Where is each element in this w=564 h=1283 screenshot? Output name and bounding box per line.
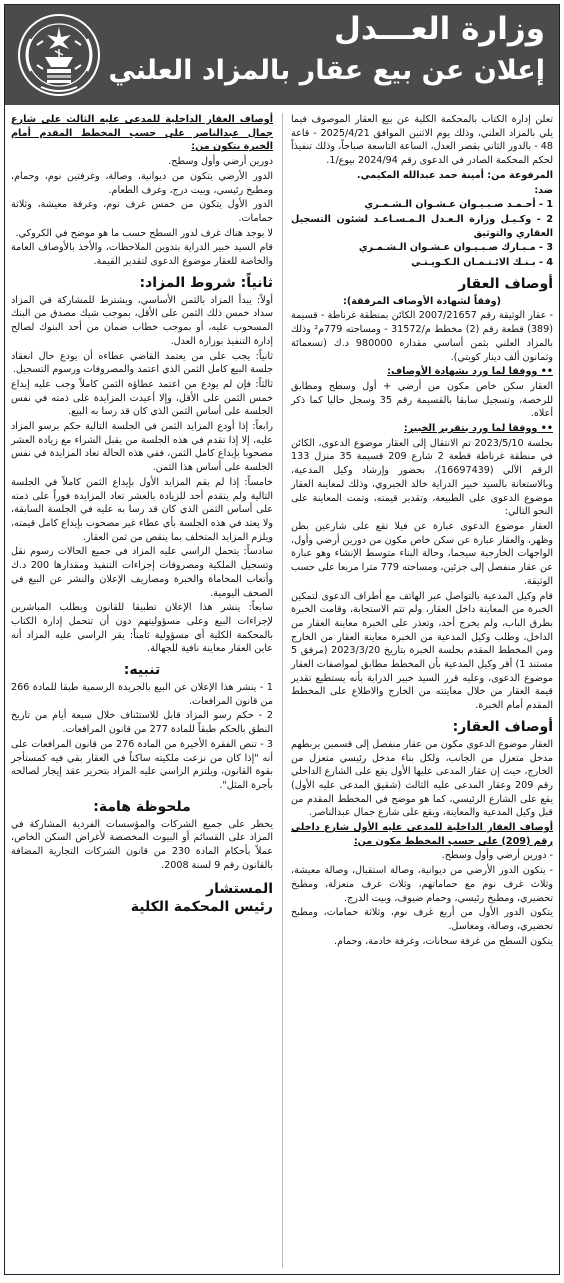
interior-item: - يتكون الدور الأرضي من ديوانية، وصالة استقبال، وصالة معيشة، وثلاث غرف نوم مع حماماتهم، وثلاث غرف منعزلة، ومطبخ تحضيري، ومطبخ رئيسي، وحمام ضيوف، وبيت الدرج. — [291, 865, 553, 904]
against-label: ضد: — [534, 184, 553, 196]
auction-term: خامساً: إذا لم يقم المزايد الأول بإيداع الثمن كاملاً في الجلسة التالية ولم يتقدم أحد للزيادة بالعشر تعاد المزايدة فوراً على ذمته على أساس الثمن الذي كان قد رسا به عليه في الجلسة السابقة، ولا يعتد في هذه الجلسة بأي عطاء غير مصحوب بإيداع كامل قيمته، ويلزم المزايد المتخلف بما ينقص من ثمن العقار. — [11, 476, 273, 543]
important-note-text: يحظر على جميع الشركات والمؤسسات الفردية المشاركة في المزاد على القسائم أو البيوت المخصصة لأغراض السكن الخاص، عملاً بأحكام المادة 230 من قانون الشركات التجارية المضافة بالقانون رقم 9 لسنة 2008. — [11, 818, 273, 871]
auction-term: رابعاً: إذا أودع المزايد الثمن في الجلسة التالية حكم برسو المزاد عليه، إلا إذا تقدم في هذه الجلسة من يقبل الشراء مع زيادة العشر مصحوبا بإيداع كامل الثمن، ففي هذه الحالة تعاد المزايدة في نفس الجلسة على أساس هذا الثمن. — [11, 421, 273, 474]
notice-heading: تنبيه: — [123, 662, 161, 679]
expert-report-heading: •• ووفقا لما ورد بتقرير الخبير: — [403, 423, 553, 435]
plaintiff-line: المرفوعة من: أمينة حمد عبدالله المكيمي. — [356, 169, 553, 181]
expert-report-paragraph-1: بجلسة 2023/5/10 تم الانتقال إلى العقار موضوع الدعوى، الكائن في منطقة غرناطة قطعة 2 شارع 209 قسيمة 35 منزل 133 الرقم الآلي (16697439)، بحضور وإرشاد وكيل المدعية، وبالاستعانة بالسيد خبير الدراية خالد الجبروي، وذلك لمعاينة العقار موضوع الدعوى على الطبيعة، وتقدير قيمته، وتمت المعاينة على النحو التالي: — [291, 437, 553, 518]
notice-item: 1 - ينشر هذا الإعلان عن البيع بالجريدة الرسمية طبقا للمادة 266 من قانون المرافعات. — [11, 682, 273, 707]
expert-report-paragraph-2: العقار موضوع الدعوى عبارة عن فيلا تقع على شارعين بطن وظهر، والعقار عبارة عن سكن خاص مكون من دورين أرضي وأول، الواجهات الخارجية سيجما، وحالة البناء متوسط الإنشاء وهو عبارة عن عقار منفصل إلى جزئين، ومساحته 779 مترا مربعا على حسب الوثيقة. — [291, 520, 553, 587]
interior-item: - دورين أرضي وأول وسطح. — [441, 850, 553, 862]
interior-item: قام السيد خبير الدراية بتدوين الملاحظات، والأخذ بالأوصاف العامة والخاصة للعقار موضوع الدعوى لتقدير القيمة. — [11, 242, 273, 268]
third-defendant-interior-heading: أوصاف العقار الداخلية للمدعى عليه الثالث على شارع جمال عبدالناصر على حسب المخطط المقدم أمام الخبرة يتكون من: — [11, 114, 273, 153]
certificate-heading: •• ووفقا لما ورد بشهادة الأوصاف: — [387, 366, 553, 378]
interior-item: يتكون السطح من غرفة سخانات، وغرفة خادمة، وحمام. — [334, 935, 553, 947]
notice-item: 3 - تنص الفقرة الأخيرة من المادة 276 من قانون المرافعات على أنه "إذا كان من نزعت ملكيته ساكناً في العقار بقي فيه كمستأجر بقوة القانون، ويلتزم الراسي عليه المزاد بتحرير عقد إيجار لصالحه بأجرة المثل". — [11, 738, 274, 791]
property-description-heading: أوصاف العقار — [458, 275, 553, 292]
party-2: 2 - وكـيـل وزارة الـعـدل الـمـسـاعـد لشئون التسجيل العقاري والتوثيق — [291, 213, 553, 239]
certificate-paragraph: العقار سكن خاص مكون من أرضي + أول وسطح ومطابق للرخصة، وتسجيل سابقا بالقسيمة رقم 35 وسجل حاليا كما ذكر أعلاه. — [291, 380, 554, 420]
property-layout-paragraph: العقار موضوع الدعوى مكون من عقار منفصل إلى قسمين يربطهم مدخل متعزل من الجانب، ولكل بناء مدخل رئيسي متعزل من الخارج، حيث إن عقار المدعى عليها الأول يقع على الشارع الداخلي رقم 209 وعقار المدعى عليه الثالث (شقيق المدعى عليه الأول) يقع على الشارع الرئيسي، كما هو موضح في المخطط المقدم من قبل وكيل المدعية والمعاينة، ويقع على شارع جمال عبدالناصر. — [291, 738, 553, 819]
interior-item: الدور الأول يتكون من خمس غرف نوم، وغرفة معيشة، وثلاثة حمامات. — [11, 199, 273, 224]
auction-term: ثالثاً: فإن لم يودع من اعتمد عطاؤه الثمن كاملاً وجب عليه إيداع خمس الثمن على الأقل، وإلا أعيدت المزايدة على ذمته في نفس الجلسة على أساس الثمن الذي كان قد رسا به البيع. — [11, 378, 273, 418]
property-description-heading-2: أوصاف العقار: — [452, 718, 553, 735]
announcement-page — [4, 4, 560, 1275]
party-3: 3 - مـبـارك صـبـيـوان عـشـوان الـشـمـري — [358, 242, 553, 254]
party-4: 4 - بـنـك الائـتـمـان الـكـويـتـي — [411, 257, 553, 269]
important-note-heading: ملحوظة هامة: — [93, 798, 191, 815]
auction-term: سادساً: يتحمل الراسي عليه المزاد في جميع الحالات رسوم نقل وتسجيل الملكية ومصروفات إجراءات التنفيذ ومقدارها 200 د.ك وأتعاب المحاماة والخبرة ومصاريف الإعلان والنشر عن البيع في الصحف اليومية. — [11, 546, 273, 599]
party-1: 1 - أحـمـد صـبـيـوان عـشـوان الـشـمـري — [364, 199, 553, 211]
expert-report-paragraph-3: قام وكيل المدعية بالتواصل عبر الهاتف مع أطراف الدعوى لتمكين الخبرة من المعاينة داخل العقار، ولم تتم الاستجابة، وقامت الخبرة بطرق الباب، ولم يخرج أحد، وتعذر على الخبرة معاينة العقار من الداخل، وطلب وكيل المدعية من الخبرة معاينة العقار من الخارج ومن المخطط المقدم بجلسة الخبرة بتاريخ 2023/3/20 (مرفق 5 مستند 1) أقر وكيل المدعية بأن المخطط مطابق لمواصفات العقار موضوع الدعوى، وعليه قرر السيد خبير الدراية بأنه يستطيع تقدير قيمة العقار من خلال معاينته من الخارج والاطلاع على المخطط المقدم أمام الخبرة. — [291, 590, 553, 712]
first-defendant-interior-heading: أوصاف العقار الداخلية للمدعى عليه الأول شارع داخلي رقم (209) على حسب المخطط مكون من: — [291, 822, 553, 847]
auction-term: أولاً: يبدأ المزاد بالثمن الأساسي، ويشترط للمشاركة في المزاد سداد خمس ذلك الثمن على الأقل، بموجب شيك مصدق من البنك المسحوب عليه، أو بموجب خطاب ضمان من أحد البنوك لصالح إدارة التنفيذ بوزارة العدل. — [11, 294, 273, 347]
interior-item: لا يوجد هناك غرف لدور السطح حسب ما هو موضح في الكروكي. — [15, 227, 273, 239]
property-description-subheading: (وفقاً لشهادة الأوصاف المرفقة): — [343, 295, 501, 307]
signature-role: رئيس المحكمة الكلية — [130, 899, 273, 916]
interior-item: دورين أرضي وأول وسطح. — [168, 156, 273, 168]
signature-title: المستشار — [206, 881, 273, 898]
kuwait-emblem-icon — [11, 9, 107, 101]
intro-paragraph: تعلن إدارة الكتاب بالمحكمة الكلية عن بيع العقار الموصوف فيما يلي بالمزاد العلني، وذلك يوم الاثنين الموافق 2025/4/21 - قاعة 48 - بالدور الثاني بقصر العدل، الساعة التاسعة صباحاً، وذلك تنفيذاً لحكم المحكمة الصادر في الدعوى رقم 2024/94 بيوع/1. — [291, 114, 553, 167]
announcement-headline: إعلان عن بيع عقار بالمزاد العلني — [108, 55, 545, 86]
auction-term: سابعاً: ينشر هذا الإعلان تطبيقا للقانون وبطلب المباشرين لإجراءات البيع وعلى مسؤوليتهم دون أن تتحمل إدارة الكتاب بالمحكمة الكلية أي مسؤولية ثامناً: يقر الراسي عليه المزاد أنه عاين العقار معاينة نافية للجهالة. — [11, 602, 273, 655]
auction-term: ثانياً: يجب على من يعتمد القاضي عطاءه أن يودع حال انعقاد جلسة البيع كامل الثمن الذي اعتمد والمصروفات ورسوم التسجيل. — [11, 350, 273, 376]
notice-item: 2 - حكم رسو المزاد قابل للاستئناف خلال سبعة أيام من تاريخ النطق بالحكم طبقاً للمادة 277 من قانون المرافعات. — [11, 710, 273, 736]
column-divider — [282, 113, 283, 1268]
header-banner — [5, 5, 559, 105]
left-column — [11, 113, 273, 916]
ministry-title: وزارة العـــدل — [333, 11, 545, 47]
auction-terms-heading: ثانياً: شروط المزاد: — [139, 274, 273, 291]
deed-paragraph: - عقار الوثيقة رقم 2007/21657 الكائن بمنطقة غرناطة - قسيمة (389) قطعة رقم (2) مخطط م/31572 - ومساحته 779م² وذلك بالمزاد العلني بثمن أساسي مقداره 980000 د.ك (تسعمائة وثمانون ألف دينار كويتي). — [291, 310, 553, 363]
interior-item: الدور الأرضي يتكون من ديوانية، وصالة، وغرفتين نوم، وحمام، ومطبخ رئيسي، وبيت درج، وغرف الطعام. — [11, 170, 273, 196]
right-column — [291, 113, 553, 949]
interior-item: يتكون الدور الأول من أربع غرف نوم، وثلاثة حمامات، ومطبخ تحضيري، وصالة، ومغاسل. — [291, 907, 553, 932]
